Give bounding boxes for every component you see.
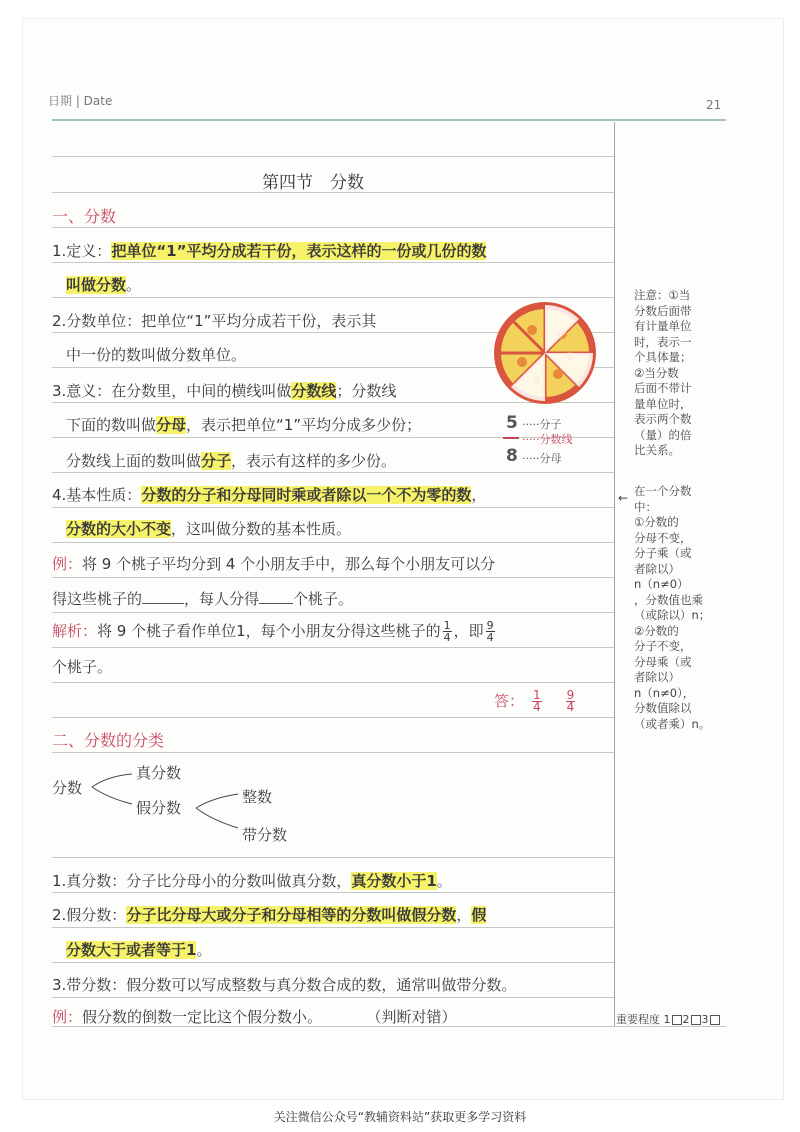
ruled-line <box>52 472 614 473</box>
note-line: 比关系。 <box>634 443 680 457</box>
note-line: 分母乘（或 <box>634 654 692 669</box>
importance-level-3: 3 <box>701 1013 709 1026</box>
property-highlight-2: 分数的大小不变 <box>66 520 172 538</box>
improper-fraction-line-2 <box>66 939 211 960</box>
note-line: 在一个分数 <box>634 484 692 498</box>
example-text: 将 9 个桃子平均分到 4 个小朋友手中，那么每个小朋友可以分 <box>82 555 496 573</box>
property-text: ，这叫做分数的基本性质。 <box>171 520 352 538</box>
solution-text: ，即 <box>453 622 484 640</box>
fraction-numerator: 1 <box>443 619 451 632</box>
property-line-2 <box>66 518 351 539</box>
ruled-line <box>52 262 614 263</box>
ruled-line <box>52 857 614 858</box>
answer-label: 答： <box>494 692 525 710</box>
diagram-denominator-label: ·····分母 <box>522 452 562 465</box>
judge-prompt: （判断对错） <box>374 1008 457 1026</box>
top-rule <box>52 119 726 121</box>
importance-label: 重要程度 1 <box>616 1013 671 1026</box>
answer-fraction-1 <box>532 690 542 713</box>
page-number: 21 <box>706 98 722 112</box>
note-line: 表示两个数 <box>634 412 692 426</box>
importance-level-2: 2 <box>682 1013 690 1026</box>
example-label: 例： <box>52 555 83 573</box>
date-label: 日期 | Date <box>48 94 113 108</box>
pizza-illustration <box>492 300 598 406</box>
note-line: ②当分数 <box>634 365 679 380</box>
margin-line <box>614 122 615 1026</box>
ruled-line <box>52 892 614 893</box>
diagram-numerator: 5 <box>506 413 518 433</box>
note-line: （或者乘）n。 <box>634 716 711 731</box>
note-line: 分子乘（或 <box>634 546 692 560</box>
ruled-line <box>52 156 614 157</box>
answer-fraction-2 <box>566 690 576 713</box>
footer-note: 关注微信公众号“教辅资料站”获取更多学习资料 <box>273 1110 527 1124</box>
solution-text: 将 9 个桃子看作单位1，每个小朋友分得这些桃子的 <box>97 622 441 640</box>
tree-root: 分数 <box>52 779 83 797</box>
note-line: 者除以） <box>634 561 680 576</box>
improper-end: 。 <box>196 941 212 959</box>
diagram-line-label: ·····分数线 <box>522 433 573 446</box>
ruled-line <box>52 227 614 228</box>
numerator-label: 分子 <box>539 418 562 431</box>
tree-mixed: 带分数 <box>242 826 288 844</box>
improper-comma: ， <box>456 906 472 924</box>
example-judge-line <box>52 1006 457 1027</box>
definition-line-2 <box>66 274 141 295</box>
fraction-denominator: 4 <box>486 631 494 644</box>
definition-line-1 <box>52 240 486 261</box>
fraction-line-term: 分数线 <box>291 382 337 400</box>
ruled-line <box>52 577 614 578</box>
definition-label: 1.定义： <box>52 242 112 260</box>
meaning-line-3 <box>66 450 396 471</box>
note-line: 中： <box>634 499 657 514</box>
answer-line <box>494 690 577 713</box>
numerator-term: 分子 <box>201 452 232 470</box>
ruled-line <box>52 647 614 648</box>
note-line: 分子不变， <box>634 639 692 653</box>
definition-end: 。 <box>126 276 142 294</box>
denominator-label: 分母 <box>539 452 562 465</box>
section-heading-classification: 二、分数的分类 <box>52 731 165 750</box>
fraction-denominator: 4 <box>533 700 541 714</box>
ruled-line <box>52 682 614 683</box>
definition-highlight-2: 叫做分数 <box>66 276 127 294</box>
unit-line-2: 中一份的数叫做分数单位。 <box>66 346 247 364</box>
example-text: ，每人分得 <box>184 590 260 608</box>
meaning-line-2 <box>66 414 421 435</box>
note-line: n（n≠0） <box>634 577 689 591</box>
sidebar-note-property <box>634 484 710 732</box>
note-line: 分数值除以 <box>634 701 692 715</box>
sidebar-note-units <box>634 288 692 459</box>
note-line: 个具体量； <box>634 350 692 364</box>
definition-highlight-1: 把单位“1”平均分成若干份，表示这样的一份或几份的数 <box>111 242 487 260</box>
fraction-one-quarter <box>443 620 452 643</box>
ruled-line <box>52 997 614 998</box>
meaning-text: 下面的数叫做 <box>66 416 157 434</box>
classification-tree-lines <box>88 764 248 844</box>
note-line: 分母不变， <box>634 530 692 545</box>
fraction-denominator: 4 <box>566 700 575 714</box>
note-line: 时，表示一 <box>634 334 692 349</box>
section-title: 第四节 分数 <box>262 173 364 193</box>
improper-fraction-line-1 <box>52 904 486 925</box>
meaning-text: 3.意义：在分数里，中间的横线叫做 <box>52 382 292 400</box>
meaning-text: ，表示把单位“1”平均分成多少份； <box>186 416 422 434</box>
note-line: （或除以）n； <box>634 608 711 622</box>
note-line: 注意：①当 <box>634 288 691 302</box>
fraction-numerator: 9 <box>566 688 575 702</box>
proper-text: 1.真分数：分子比分母小的分数叫做真分数， <box>52 872 352 890</box>
fraction-numerator: 1 <box>533 688 541 702</box>
checkbox-icon <box>672 1015 682 1025</box>
meaning-line-1 <box>52 380 396 401</box>
fraction-numerator: 9 <box>486 619 494 632</box>
diagram-fraction-bar <box>503 437 519 439</box>
property-comma: ， <box>471 486 487 504</box>
answer-blank <box>142 589 184 604</box>
checkbox-icon <box>691 1015 701 1025</box>
ruled-line <box>52 297 614 298</box>
note-line: n（n≠0）， <box>634 685 695 700</box>
solution-line-2: 个桃子。 <box>52 658 113 676</box>
section-heading-fractions: 一、分数 <box>52 207 117 226</box>
ruled-line <box>52 962 614 963</box>
improper-label: 2.假分数： <box>52 906 127 924</box>
note-line: ①分数的 <box>634 515 679 529</box>
diagram-denominator: 8 <box>506 446 518 466</box>
meaning-text: ；分数线 <box>336 382 397 400</box>
denominator-term: 分母 <box>156 416 187 434</box>
fraction-nine-quarters <box>486 620 495 643</box>
proper-end: 。 <box>436 872 452 890</box>
example-label: 例： <box>52 1008 83 1026</box>
meaning-text: ，表示有这样的多少份。 <box>231 452 397 470</box>
example-text: 个桃子。 <box>293 590 354 608</box>
example-line-1 <box>52 553 495 574</box>
tree-improper: 假分数 <box>136 799 182 817</box>
meaning-text: 分数线上面的数叫做 <box>66 452 202 470</box>
answer-blank <box>259 589 293 604</box>
example-text: 得这些桃子的 <box>52 590 143 608</box>
fraction-denominator: 4 <box>443 631 451 644</box>
note-line: 后面不带计 <box>634 381 692 395</box>
ruled-line <box>52 507 614 508</box>
checkbox-icon <box>710 1015 720 1025</box>
ruled-line <box>52 752 614 753</box>
property-highlight-1: 分数的分子和分母同时乘或者除以一个不为零的数 <box>141 486 472 504</box>
ruled-line <box>52 927 614 928</box>
example-line-2 <box>52 588 353 609</box>
example-text: 假分数的倒数一定比这个假分数小。 <box>82 1008 323 1026</box>
ruled-line <box>52 612 614 613</box>
diagram-numerator-label: ·····分子 <box>522 418 562 431</box>
property-label: 4.基本性质： <box>52 486 142 504</box>
note-line: 者除以） <box>634 670 680 684</box>
tree-proper: 真分数 <box>136 764 182 782</box>
property-line-1 <box>52 484 486 505</box>
proper-highlight: 真分数小于1 <box>351 872 437 890</box>
note-line: （量）的倍 <box>634 427 692 442</box>
improper-highlight-1b: 假 <box>471 906 487 924</box>
importance-rating <box>616 1011 721 1027</box>
ruled-line <box>52 542 614 543</box>
improper-highlight-2: 分数大于或者等于1 <box>66 941 197 959</box>
solution-label: 解析： <box>52 622 98 640</box>
fraction-line-label: 分数线 <box>539 433 573 446</box>
unit-line-1: 2.分数单位：把单位“1”平均分成若干份，表示其 <box>52 312 377 330</box>
ruled-line <box>52 717 614 718</box>
arrow-left-icon: ← <box>618 491 629 505</box>
tree-whole: 整数 <box>242 788 273 806</box>
improper-highlight-1: 分子比分母大或分子和分母相等的分数叫做假分数 <box>126 906 457 924</box>
mixed-number-line: 3.带分数：假分数可以写成整数与真分数合成的数，通常叫做带分数。 <box>52 976 517 994</box>
note-line: ②分数的 <box>634 623 679 638</box>
note-line: ，分数值也乘 <box>634 592 703 607</box>
note-line: 量单位时， <box>634 396 692 411</box>
note-line: 分数后面带 <box>634 303 692 318</box>
solution-line-1 <box>52 620 497 643</box>
proper-fraction-line <box>52 870 452 891</box>
note-line: 有计量单位 <box>634 319 692 333</box>
